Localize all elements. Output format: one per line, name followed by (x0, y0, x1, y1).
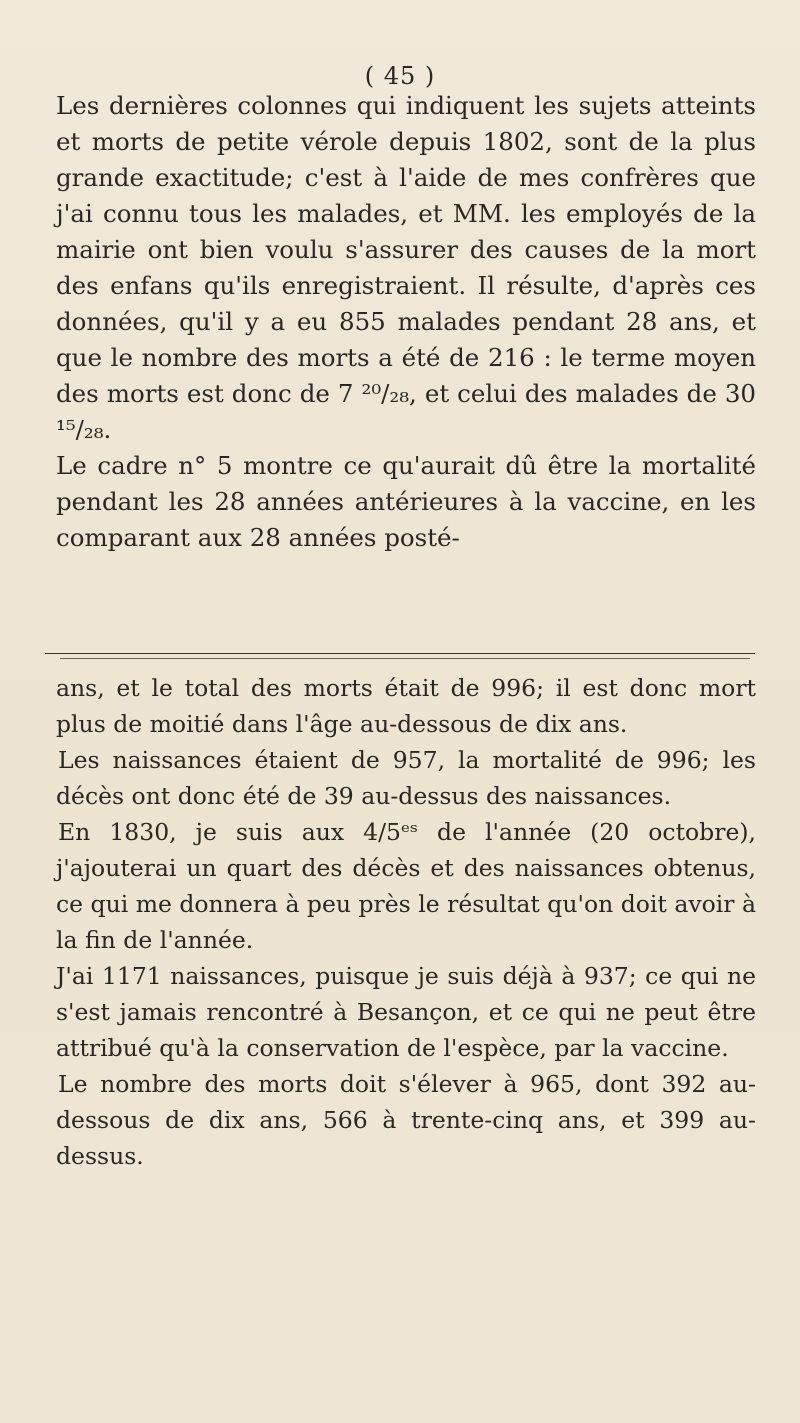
top-text-block (56, 88, 756, 556)
section-divider (45, 653, 755, 654)
paragraph-smallpox-records: Les dernières colonnes qui indiquent les sujets atteints et morts de petite vérole depuis 1802, sont de la plus grande exactitude; c'est à l'aide de mes confrères que j'ai connu tous les malades, et MM. les employés de la mairie ont bien voulu s'assurer des causes de la mort des enfans qu'ils enregistraient. Il résulte, d'après ces données, qu'il y a eu 855 malades pendant 28 ans, et que le nombre des morts a été de 216 : le terme moyen des morts est donc de 7 ²⁰/₂₈, et celui des malades de 30 ¹⁵/₂₈. (56, 91, 756, 444)
paragraph-total-deaths: ans, et le total des morts était de 996; il est donc mort plus de moitié dans l'âge au-dessous de dix ans. (56, 674, 756, 738)
paragraph-cadre-5: Le cadre n° 5 montre ce qu'aurait dû être la mortalité pendant les 28 années antérieures à la vaccine, en les comparant aux 28 années posté- (56, 451, 756, 552)
paragraph-1171-births: J'ai 1171 naissances, puisque je suis déjà à 937; ce qui ne s'est jamais rencontré à Besançon, et ce qui ne peut être attribué qu'à la conservation de l'espèce, par la vaccine. (56, 962, 756, 1062)
bottom-text-block (56, 670, 756, 1174)
page-number: ( 45 ) (364, 62, 436, 90)
section-divider-thin (60, 658, 750, 659)
paragraph-death-estimate: Le nombre des morts doit s'élever à 965, dont 392 au-dessous de dix ans, 566 à trente-cinq ans, et 399 au-dessus. (56, 1070, 756, 1170)
paragraph-births: Les naissances étaient de 957, la mortalité de 996; les décès ont donc été de 39 au-dessus des naissances. (56, 746, 756, 810)
paragraph-1830: En 1830, je suis aux 4/5ᵉˢ de l'année (20 octobre), j'ajouterai un quart des décès et des naissances obtenus, ce qui me donnera à peu près le résultat qu'on doit avoir à la fin de l'année. (56, 818, 756, 954)
